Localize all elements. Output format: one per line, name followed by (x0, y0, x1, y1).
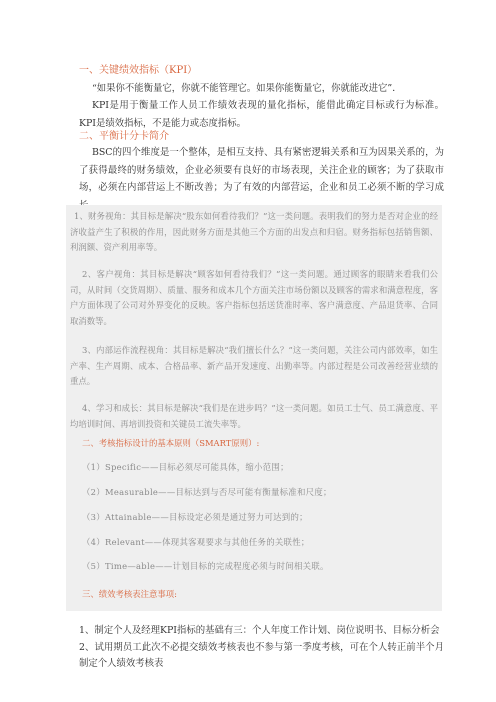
note-item-1: 1、制定个人及经理KPI指标的基础有三：个人年度工作计划、岗位说明书、目标分析会 (79, 625, 440, 636)
bsc-paragraph: BSC的四个维度是一个整体，是相互支持、具有紧密逻辑关系和互为因果关系的，为了获得最终的财务绩效，企业必须要有良好的市场表现，关注企业的顾客；为了获取市场，必须在内部营运上不断改善；为了有效的内部营运，企业和员工必须不断的学习成 (79, 147, 444, 193)
heading-kpi: 一、关键绩效指标（KPI） (79, 65, 198, 76)
finance-perspective: 1、财务视角：其目标是解决“股东如何看待我们？”这一类问题。表明我们的努力是否对企业的经济收益产生了积极的作用，因此财务方面是其他三个方面的出发点和归宿。财务指标包括销售额、利润额、资产利用率等。 (70, 211, 438, 252)
smart-item: （2）Measurable——目标达到与否尽可能有衡量标准和尺度； (82, 487, 332, 497)
smart-item: （3）Attainable——目标设定必须是通过努力可达到的； (82, 512, 308, 522)
kpi-quote: “如果你不能衡量它，你就不能管理它。如果你能衡量它，你就能改进它”． (92, 83, 402, 94)
highlight-box (66, 205, 442, 611)
learning-perspective: 4、学习和成长：其目标是解决“我们是在进步吗？”这一类问题。如员工士气、员工满意度、平均培训时间、再培训投资和关键员工流失率等。 (70, 403, 438, 429)
kpi-definition: KPI是用于衡量工作人员工作绩效表现的量化指标，能借此确定目标或行为标准。KPI是绩效指标，不是能力或态度指标。 (79, 100, 444, 129)
heading-bsc: 二、平衡计分卡简介 (79, 131, 169, 142)
process-perspective: 3、内部运作流程视角：其目标是解决“我们擅长什么？”这一类问题，关注公司内部效率，如生产率、生产周期、成本、合格品率、新产品开发速度、出勤率等。内部过程是公司改善经营业绩的重点。 (70, 345, 438, 386)
smart-item: （5）Time—able——计划目标的完成程度必须与时间相关联。 (82, 561, 329, 571)
note-item-2: 2、试用期员工此次不必提交绩效考核表也不参与第一季度考核，可在个人转正前半个月制定个人绩效考核表 (79, 642, 444, 669)
smart-item: （4）Relevant——体现其客观要求与其他任务的关联性； (82, 537, 310, 547)
heading-notes: 三、绩效考核表注意事项: (82, 589, 177, 599)
smart-item: （1）Specific——目标必须尽可能具体，缩小范围； (82, 462, 289, 472)
customer-perspective: 2、客户视角：其目标是解决“顾客如何看待我们？”这一类问题。通过顾客的眼睛来看我们公司，从时间（交货周期）、质量、服务和成本几个方面关注市场份额以及顾客的需求和满意程度，客户方面体现了公司对外界变化的反映。客户指标包括送货准时率、客户满意度、产品退货率、合同取消数等。 (70, 269, 438, 326)
heading-smart: 二、考核指标设计的基本原则（SMART原则）: (82, 438, 260, 448)
